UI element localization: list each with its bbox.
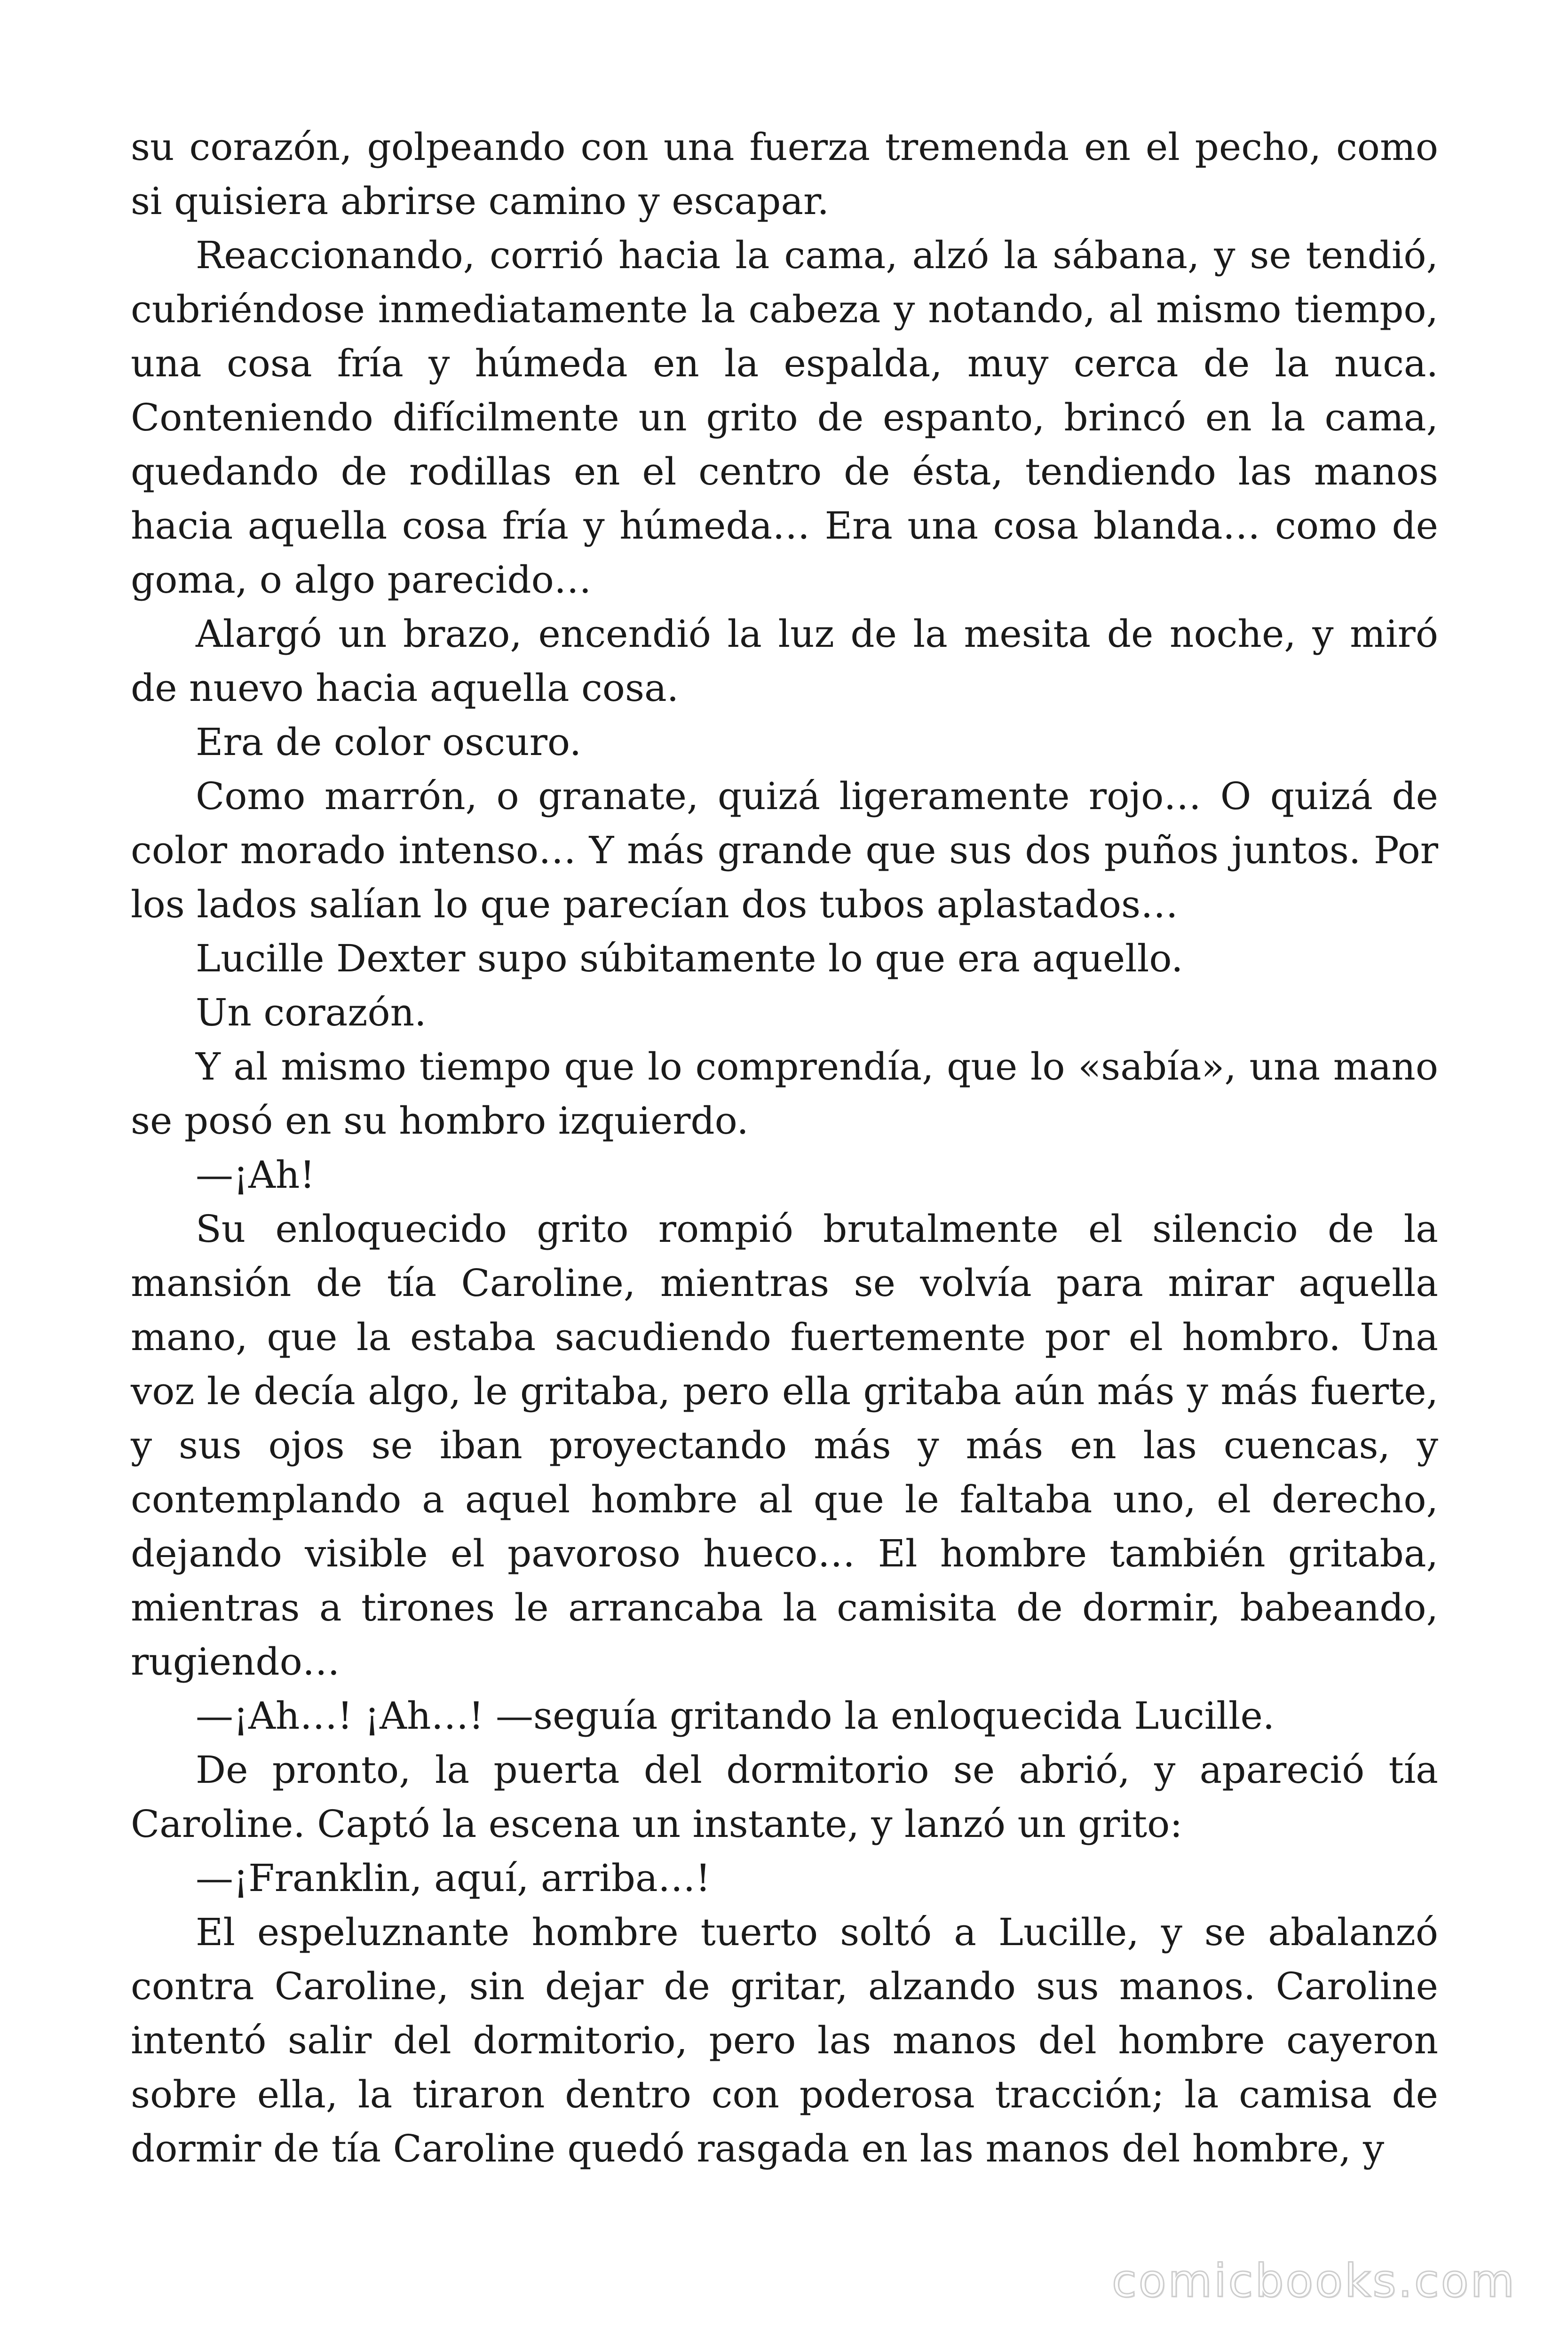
paragraph-14: El espeluznante hombre tuerto soltó a Lucille, y se abalanzó contra Caroline, sin dejar de gritar, alzando sus manos. Caroline intentó salir del dormitorio, pero las manos del hombre cayeron sobre ella, la tiraron dentro con poderosa tracción; la camisa de dormir de tía Caroline quedó rasgada en las manos del hombre, y (131, 1910, 1438, 2170)
paragraph-5: Como marrón, o granate, quizá ligeramente rojo… O quizá de color morado intenso… Y más grande que sus dos puños juntos. Por los lados salían lo que parecían dos tubos aplastados… (131, 774, 1438, 926)
paragraph-13: —¡Franklin, aquí, arriba…! (196, 1856, 711, 1900)
paragraph-12: De pronto, la puerta del dormitorio se abrió, y apareció tía Caroline. Captó la escena un instante, y lanzó un grito: (131, 1748, 1438, 1846)
paragraph-2: Reaccionando, corrió hacia la cama, alzó la sábana, y se tendió, cubriéndose inmediatamente la cabeza y notando, al mismo tiempo, una cosa fría y húmeda en la espalda, muy cerca de la nuca. Conteniendo difícilmente un grito de espanto, brincó en la cama, quedando de rodillas en el centro de ésta, tendiendo las manos hacia aquella cosa fría y húmeda… Era una cosa blanda… como de goma, o algo parecido… (131, 233, 1438, 602)
paragraph-10: Su enloquecido grito rompió brutalmente el silencio de la mansión de tía Caroline, mientras se volvía para mirar aquella mano, que la estaba sacudiendo fuertemente por el hombro. Una voz le decía algo, le gritaba, pero ella gritaba aún más y más fuerte, y sus ojos se iban proyectando más y más en las cuencas, y contemplando a aquel hombre al que le faltaba uno, el derecho, dejando visible el pavoroso hueco… El hombre también gritaba, mientras a tirones le arrancaba la camisita de dormir, babeando, rugiendo… (131, 1207, 1438, 1684)
paragraph-1: su corazón, golpeando con una fuerza tremenda en el pecho, como si quisiera abrirse camino y escapar. (131, 125, 1438, 223)
paragraph-3: Alargó un brazo, encendió la luz de la mesita de noche, y miró de nuevo hacia aquella cosa. (131, 612, 1438, 710)
watermark: comicbooks.com (1111, 2255, 1516, 2307)
paragraph-7: Un corazón. (196, 991, 427, 1034)
paragraph-11: —¡Ah…! ¡Ah…! —seguía gritando la enloquecida Lucille. (196, 1694, 1275, 1738)
paragraph-9: —¡Ah! (196, 1153, 315, 1197)
paragraph-8: Y al mismo tiempo que lo comprendía, que lo «sabía», una mano se posó en su hombro izquierdo. (131, 1045, 1438, 1143)
paragraph-6: Lucille Dexter supo súbitamente lo que era aquello. (196, 937, 1183, 980)
body-text (131, 120, 1438, 2176)
paragraph-4: Era de color oscuro. (196, 720, 582, 764)
